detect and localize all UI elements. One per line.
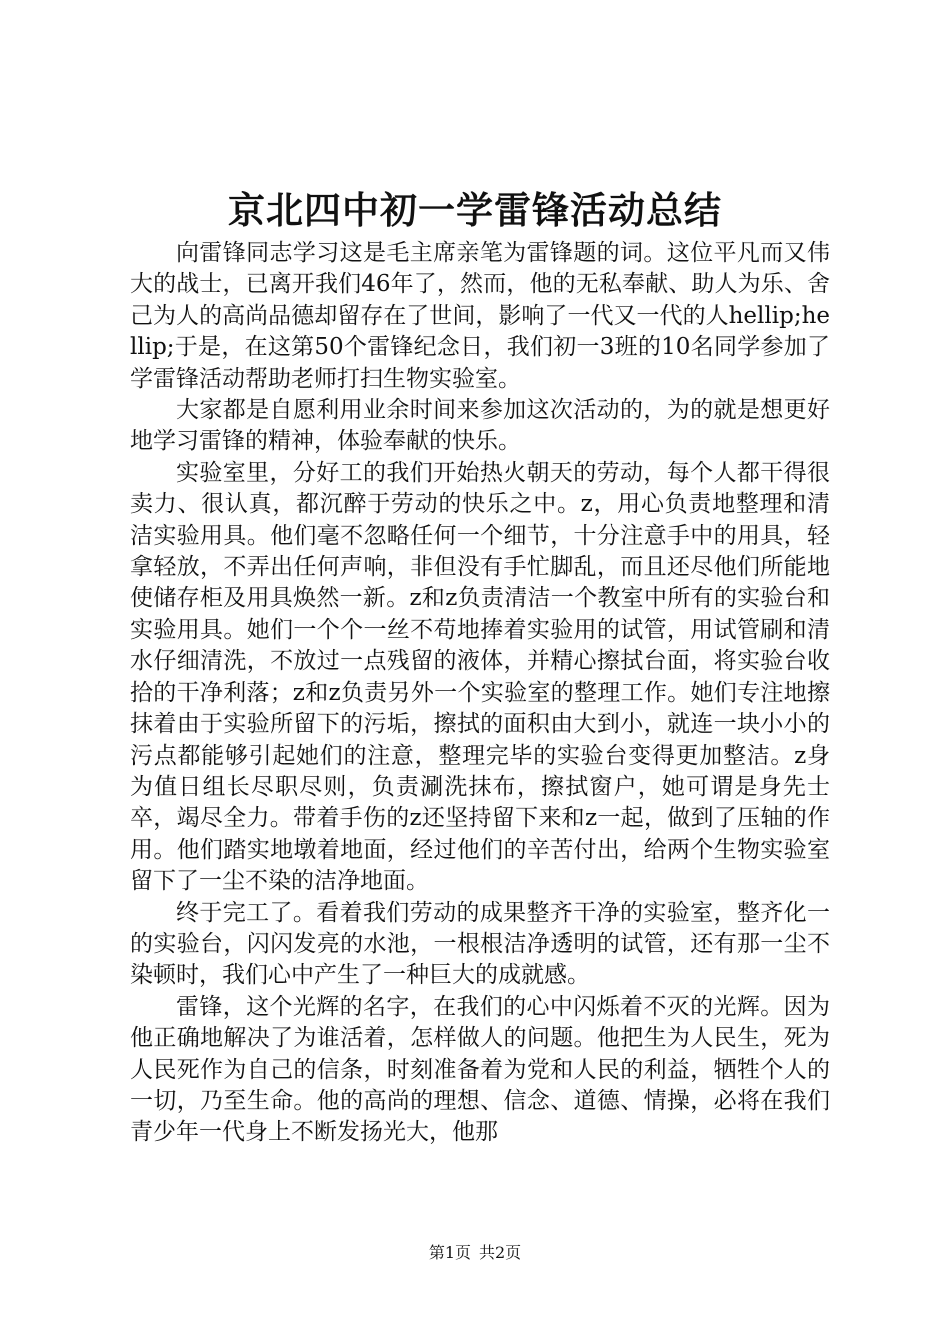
paragraph: 大家都是自愿利用业余时间来参加这次活动的，为的就是想更好地学习雷锋的精神，体验奉献的快乐。: [130, 397, 830, 455]
paragraph: 实验室里，分好工的我们开始热火朝天的劳动，每个人都干得很卖力、很认真，都沉醉于劳动的快乐之中。z，用心负责地整理和清洁实验用具。他们毫不忽略任何一个细节，十分注意手中的用具，轻拿轻放，不弄出任何声响，非但没有手忙脚乱，而且还尽他们所能地使储存柜及用具焕然一新。z和z负责清洁一个教室中所有的实验台和实验用具。她们一个个一丝不苟地捧着实验用的试管，用试管刷和清水仔细清洗，不放过一点残留的液体，并精心擦拭台面，将实验台收拾的干净利落；z和z负责另外一个实验室的整理工作。她们专注地擦抹着由于实验所留下的污垢，擦拭的面积由大到小，就连一块小小的污点都能够引起她们的注意，整理完毕的实验台变得更加整洁。z身为值日组长尽职尽则，负责涮洗抹布，擦拭窗户，她可谓是身先士卒，竭尽全力。带着手伤的z还坚持留下来和z一起，做到了压轴的作用。他们踏实地墩着地面，经过他们的辛苦付出，给两个生物实验室留下了一尘不染的洁净地面。: [130, 459, 830, 895]
document-body: [130, 238, 830, 1149]
page-footer: [0, 1242, 950, 1264]
page-number: 第1页: [428, 1243, 471, 1262]
page-total: 共2页: [479, 1243, 522, 1262]
paragraph: 向雷锋同志学习这是毛主席亲笔为雷锋题的词。这位平凡而又伟大的战士，已离开我们46年了，然而，他的无私奉献、助人为乐、舍己为人的高尚品德却留存在了世间，影响了一代又一代的人hellip;hellip;于是，在这第50个雷锋纪念日，我们初一3班的10名同学参加了学雷锋活动帮助老师打扫生物实验室。: [130, 240, 830, 392]
paragraph: 雷锋，这个光辉的名字，在我们的心中闪烁着不灭的光辉。因为他正确地解决了为谁活着，怎样做人的问题。他把生为人民生，死为人民死作为自己的信条，时刻准备着为党和人民的利益，牺牲个人的一切，乃至生命。他的高尚的理想、信念、道德、情操，必将在我们青少年一代身上不断发扬光大，他那: [130, 993, 830, 1146]
document-title: 京北四中初一学雷锋活动总结: [228, 188, 722, 232]
paragraph: 终于完工了。看着我们劳动的成果整齐干净的实验室，整齐化一的实验台，闪闪发亮的水池，一根根洁净透明的试管，还有那一尘不染顿时，我们心中产生了一种巨大的成就感。: [130, 899, 830, 989]
